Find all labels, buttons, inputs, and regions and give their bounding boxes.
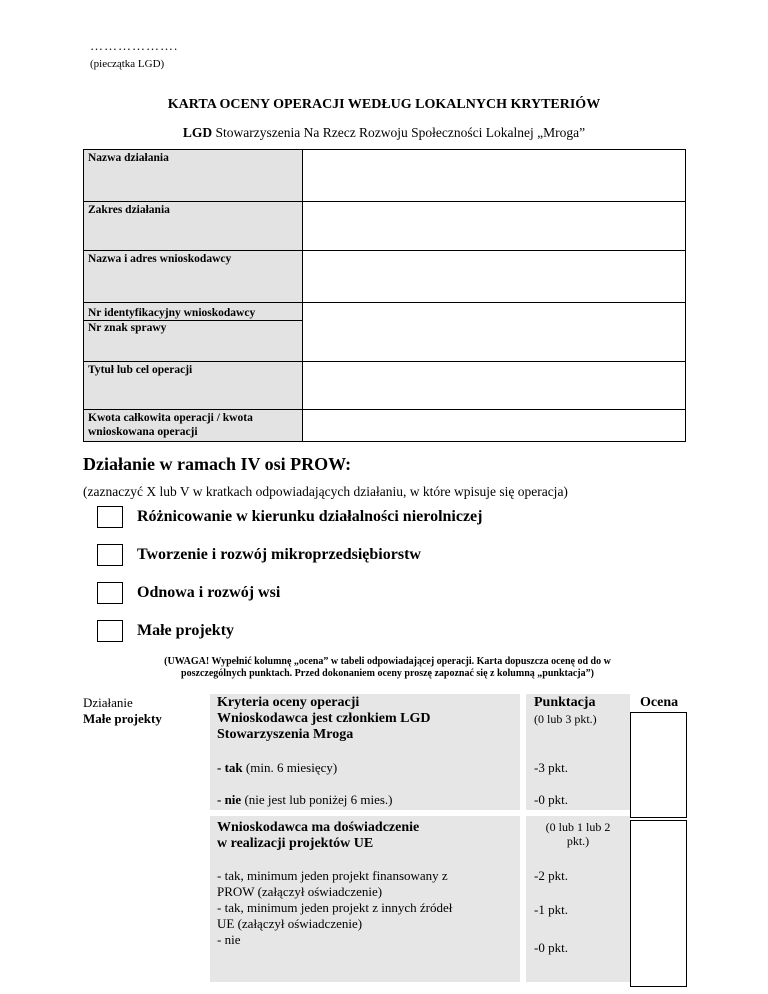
option-mikroprzedsiebiorstwa xyxy=(97,543,421,567)
subtitle-organization: Stowarzyszenia Na Rzecz Rozwoju Społeczności Lokalnej „Mroga” xyxy=(212,125,586,140)
label-zakres-dzialania: Zakres działania xyxy=(84,202,303,251)
dzialanie-value: Małe projekty xyxy=(83,711,162,726)
field-nr-identyfikacyjny[interactable] xyxy=(303,303,686,362)
dzialanie-column xyxy=(83,695,208,727)
checkbox-roznicowanie[interactable] xyxy=(97,506,123,528)
label-kwota-operacji: Kwota całkowita operacji / kwota wnioskowana operacji xyxy=(84,410,303,442)
ocena-field-criterion-2[interactable] xyxy=(630,820,687,987)
column-separator xyxy=(520,694,526,982)
table-row xyxy=(84,150,686,202)
field-kwota-operacji[interactable] xyxy=(303,410,686,442)
operation-info-table xyxy=(83,149,686,442)
table-row xyxy=(84,410,686,442)
checkbox-mikroprzedsiebiorstwa[interactable] xyxy=(97,544,123,566)
criterion-2-range: (0 lub 1 lub 2 pkt.) xyxy=(545,820,611,848)
criterion-2-points-prow: -2 pkt. xyxy=(534,868,568,883)
checkbox-odnowa-wsi[interactable] xyxy=(97,582,123,604)
ocena-header: Ocena xyxy=(640,695,679,710)
option-male-projekty xyxy=(97,619,234,643)
option-label: Tworzenie i rozwój mikroprzedsiębiorstw xyxy=(137,546,421,563)
criterion-1-range: (0 lub 3 pkt.) xyxy=(534,712,597,726)
checkbox-male-projekty[interactable] xyxy=(97,620,123,642)
option-label: Małe projekty xyxy=(137,622,235,639)
table-row xyxy=(84,303,686,362)
field-nazwa-dzialania[interactable] xyxy=(303,150,686,202)
option-label: Odnowa i rozwój wsi xyxy=(137,584,281,601)
subtitle-lgd: LGD xyxy=(182,125,213,140)
table-row xyxy=(84,251,686,303)
instruction-note: (UWAGA! Wypełnić kolumnę „ocena” w tabeli odpowiadającej operacji. Karta dopuszcza ocenę od do w poszczególnych punktach. Przed dokonaniem oceny proszę zapoznać się z kolumną „punktacja”) xyxy=(164,656,611,679)
row-separator xyxy=(210,810,630,816)
ocena-field-criterion-1[interactable] xyxy=(630,712,687,818)
dzialanie-header: Działanie xyxy=(83,695,133,710)
table-row xyxy=(84,202,686,251)
field-zakres-dzialania[interactable] xyxy=(303,202,686,251)
label-nazwa-adres-wnioskodawcy: Nazwa i adres wnioskodawcy xyxy=(84,251,303,303)
option-odnowa-wsi xyxy=(97,581,280,605)
section-hint: (zaznaczyć X lub V w kratkach odpowiadających działaniu, w które wpisuje się operacja) xyxy=(83,484,568,499)
option-roznicowanie xyxy=(97,505,482,529)
label-nr-identyfikacyjny: Nr identyfikacyjny wnioskodawcy Nr znak sprawy xyxy=(84,303,303,362)
label-nazwa-dzialania: Nazwa działania xyxy=(84,150,303,202)
criterion-1-title: Wnioskodawca jest członkiem LGD Stowarzyszenia Mroga xyxy=(217,711,431,742)
label-nr-znak-sprawy: Nr znak sprawy xyxy=(84,320,302,335)
field-tytul-cel-operacji[interactable] xyxy=(303,362,686,410)
criterion-1-option-nie: - nie (nie jest lub poniżej 6 mies.) xyxy=(217,792,393,807)
section-heading: Działanie w ramach IV osi PROW: xyxy=(83,454,352,474)
kryteria-header: Kryteria oceny operacji xyxy=(217,695,360,710)
field-nazwa-adres-wnioskodawcy[interactable] xyxy=(303,251,686,303)
criterion-2-option-prow: - tak, minimum jeden projekt finansowany z PROW (załączył oświadczenie) xyxy=(217,868,448,899)
criterion-2-points-ue: -1 pkt. xyxy=(534,902,568,917)
label-tytul-cel-operacji: Tytuł lub cel operacji xyxy=(84,362,303,410)
table-row xyxy=(84,362,686,410)
stamp-placeholder-dots: ………………. xyxy=(90,38,179,53)
criterion-2-title: Wnioskodawca ma doświadczenie w realizacji projektów UE xyxy=(217,820,420,851)
criterion-2-points-nie: -0 pkt. xyxy=(534,940,568,955)
punktacja-header: Punktacja xyxy=(534,695,596,710)
criterion-1-points-tak: -3 pkt. xyxy=(534,760,568,775)
document-title: KARTA OCENY OPERACJI WEDŁUG LOKALNYCH KRYTERIÓW xyxy=(167,97,601,112)
criterion-2-option-ue: - tak, minimum jeden projekt z innych źródeł UE (załączył oświadczenie) xyxy=(217,900,453,931)
criterion-2-option-nie: - nie xyxy=(217,932,241,947)
document-subtitle xyxy=(0,125,768,141)
criterion-1-points-nie: -0 pkt. xyxy=(534,792,568,807)
stamp-label: (pieczątka LGD) xyxy=(90,58,165,70)
option-label: Różnicowanie w kierunku działalności nierolniczej xyxy=(137,508,483,525)
criterion-1-option-tak: - tak (min. 6 miesięcy) xyxy=(217,760,338,775)
